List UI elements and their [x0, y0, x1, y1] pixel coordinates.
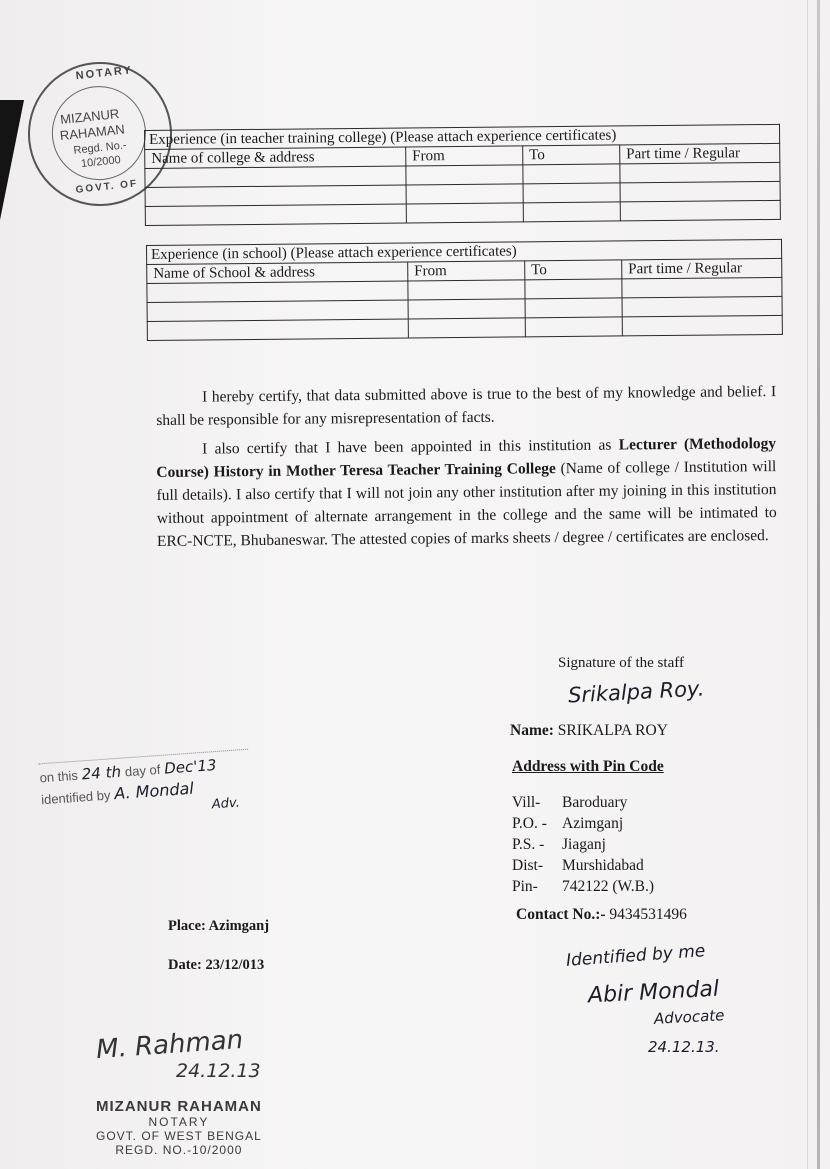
address-heading: Address with Pin Code — [512, 758, 664, 775]
name-row — [510, 722, 668, 740]
date-value: 23/12/013 — [205, 957, 265, 973]
school-table-caption: Experience (in school) (Please attach experience certificates) — [147, 239, 782, 264]
seal-top-text: NOTARY — [75, 64, 134, 83]
page-edge-line — [807, 0, 808, 1169]
identification-stamp: on this 24 th day of Dec'13 identified by A. Mondal Adv. — [38, 735, 253, 824]
college-col-from: From — [406, 146, 523, 166]
notary-name-block — [96, 1098, 262, 1157]
stamp-identifier-suffix: Adv. — [211, 795, 241, 813]
place-row — [168, 918, 269, 935]
seal-reg-line2: 10/2000 — [80, 154, 122, 171]
college-table-caption: Experience (in teacher training college) (Please attach experience certificates) — [145, 124, 780, 149]
advocate-date: 24.12.13. — [648, 1038, 720, 1056]
contact-value: 9434531496 — [609, 906, 687, 923]
stamp-day: 24 th — [81, 762, 122, 784]
declaration-text-1: I hereby certify, that data submitted above is true to the best of my knowledge and belief. I shall be responsible for any misrepresentation of facts. — [156, 383, 777, 429]
signature-label: Signature of the staff — [558, 655, 684, 671]
advocate-title: Advocate — [653, 1006, 725, 1028]
school-col-to: To — [525, 260, 622, 280]
place-value: Azimganj — [208, 918, 270, 934]
seal-reg-line1: Regd. No.- — [72, 139, 128, 157]
name-value: SRIKALPA ROY — [557, 722, 668, 739]
stamp-month: Dec'13 — [163, 756, 218, 778]
address-line: Pin- 742122 (W.B.) — [512, 878, 654, 895]
college-col-type: Part time / Regular — [620, 143, 780, 164]
date-label: Date: — [168, 957, 202, 973]
appointment-title: Lecturer (Methodology Course) History in Mother Teresa Teacher Training College — [156, 435, 777, 481]
date-row — [168, 957, 264, 974]
seal-name-line2: RAHAMAN — [59, 121, 126, 144]
contact-row — [516, 906, 687, 924]
seal-bottom-text: GOVT. OF — [75, 178, 139, 196]
declaration-text-2b: (Name of college / Institution will full details). I also certify that I will not join any other institution after my joining in this institution without appointment of alternate arrangement in the college and the same will be intimated to ERC-NCTE, Bhubaneswar. The attested copies of marks sheets / degree / certificates are enclosed. — [156, 458, 777, 550]
college-experience-table — [144, 124, 781, 226]
advocate-note-line1: Identified by me — [565, 941, 706, 971]
notary-govt: GOVT. OF WEST BENGAL — [96, 1129, 262, 1143]
address-line: Dist- Murshidabad — [512, 857, 644, 874]
declaration-text-2a: I also certify that I have been appointed in this institution as — [202, 436, 619, 458]
page-edge-shadow — [817, 0, 820, 1169]
notary-sign-date: 24.12.13 — [176, 1060, 261, 1082]
place-label: Place: — [168, 918, 206, 934]
address-line: Vill- Baroduary — [512, 794, 628, 811]
school-experience-table — [146, 239, 783, 341]
declaration-paragraph-2 — [156, 432, 777, 553]
notary-reg: REGD. NO.-10/2000 — [115, 1143, 243, 1157]
college-col-to: To — [523, 145, 620, 165]
address-line: P.S. - Jiaganj — [512, 836, 606, 853]
name-label: Name: — [510, 722, 554, 739]
stamp-identifier: A. Mondal — [113, 778, 195, 804]
address-line: P.O. - Azimganj — [512, 815, 624, 832]
school-col-type: Part time / Regular — [622, 258, 782, 279]
seal-name-line1: MIZANUR — [59, 105, 120, 128]
contact-label: Contact No.:- — [516, 906, 606, 923]
notary-name: MIZANUR RAHAMAN — [96, 1098, 262, 1115]
advocate-signature: Abir Mondal — [587, 976, 720, 1009]
declaration-paragraph-1 — [156, 380, 776, 432]
address-block — [512, 792, 654, 897]
staff-signature: Srikalpa Roy. — [567, 676, 705, 708]
notary-title: NOTARY — [148, 1115, 210, 1129]
college-col-name: Name of college & address — [145, 147, 406, 169]
school-col-from: From — [408, 261, 525, 281]
fold-shadow — [0, 100, 24, 220]
school-col-name: Name of School & address — [147, 262, 408, 284]
notary-scribble: M. Rahman — [95, 1024, 245, 1066]
